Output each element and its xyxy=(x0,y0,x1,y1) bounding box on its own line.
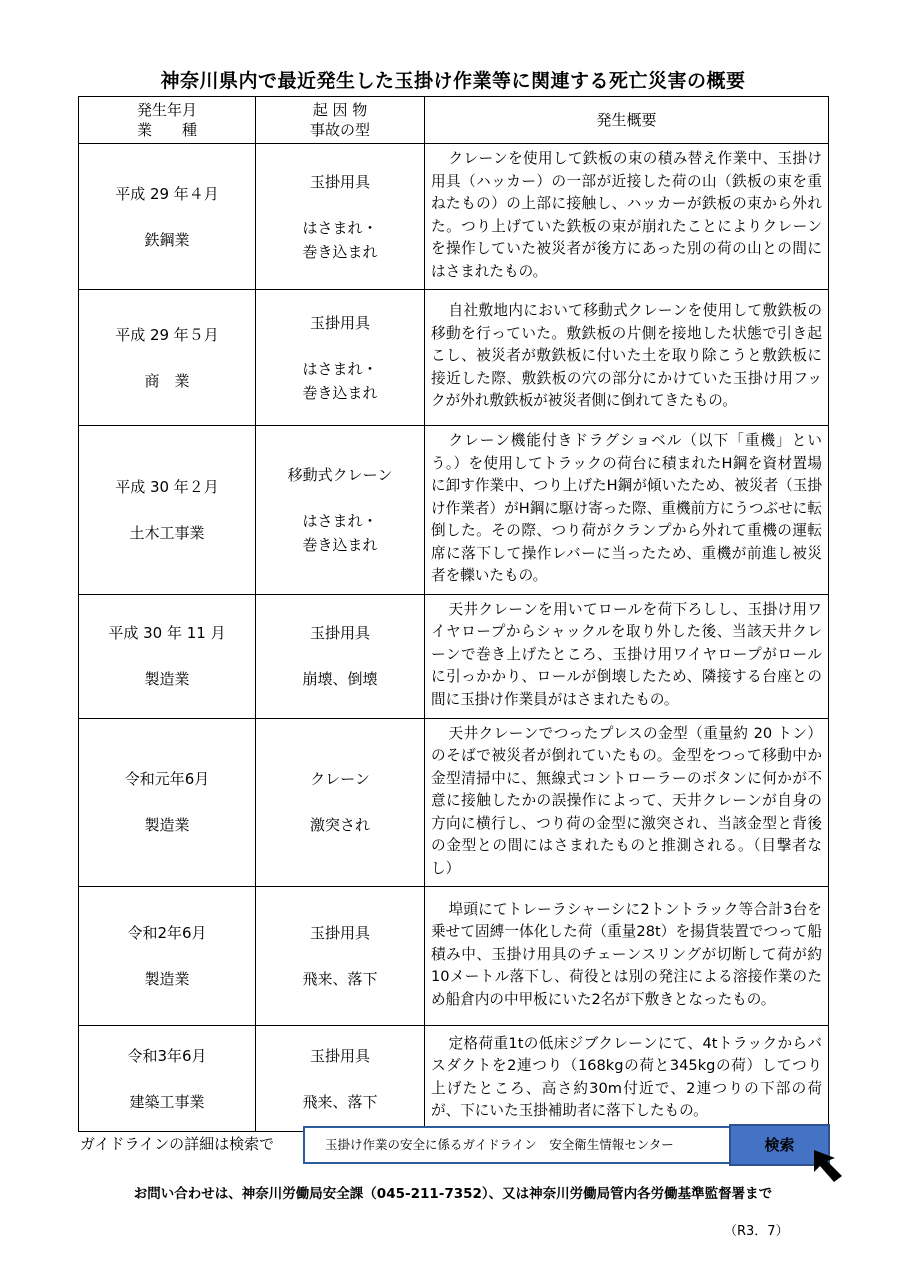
cause-type-cell xyxy=(256,426,425,595)
occurrence-date: 令和2年6月 xyxy=(127,924,207,942)
accident-summary: 天井クレーンでつったプレスの金型（重量約 20 トン）のそばで被災者が倒れていたもの。金型をつって移動中か金型清掃中に、無線式コントローラーのボタンに何かが不意に接触したかの誤操作によって、天井クレーンが自身の方向に横行し、つり荷の金型に激突され、当該金型と背後の金型との間にはさまれたものと推測される。（目撃者なし） xyxy=(425,718,829,887)
occurrence-date: 平成 29 年４月 xyxy=(115,184,219,203)
cause-object: 玉掛用具 xyxy=(309,1046,370,1065)
header-cause-label: 起 因 物 xyxy=(312,101,368,119)
header-industry-label: 業 種 xyxy=(136,121,197,139)
cause-object: 玉掛用具 xyxy=(309,624,370,642)
cause-object: 玉掛用具 xyxy=(309,313,370,332)
accident-type: はさまれ・ xyxy=(302,511,378,530)
cause-type-cell xyxy=(256,1026,425,1132)
date-industry-cell xyxy=(79,1026,256,1132)
date-industry-cell xyxy=(79,887,256,1026)
accident-type: はさまれ・ xyxy=(302,359,378,378)
industry: 鉄鋼業 xyxy=(144,230,190,249)
accident-type: はさまれ・ xyxy=(302,218,378,237)
accident-summary: 定格荷重1tの低床ジブクレーンにて、4tトラックからバスダクトを2連つり（168kgの荷と345kgの荷）してつり上げたところ、高さ約30m付近で、2連つりの下部の荷が、下にいた玉掛補助者に落下したもの。 xyxy=(425,1026,829,1132)
date-industry-cell xyxy=(79,426,256,595)
occurrence-date: 平成 29 年５月 xyxy=(115,325,219,344)
cause-type-cell xyxy=(256,887,425,1026)
cause-type-cell xyxy=(256,718,425,887)
date-industry-cell xyxy=(79,594,256,718)
accident-type: 崩壊、倒壊 xyxy=(302,670,378,688)
accident-summary: クレーン機能付きドラグショベル（以下「重機」という。）を使用してトラックの荷台に積まれたH鋼を資材置場に卸す作業中、つり上げたH鋼が傾いたため、被災者（玉掛け作業者）がH鋼に駆け寄った際、重機前方にうつぶせに転倒した。その際、つり荷がクランプから外れて重機の運転席に落下して操作レバーに当ったため、重機が前進し被災者を轢いたもの。 xyxy=(425,426,829,595)
cause-type-cell xyxy=(256,144,425,290)
header-date-industry xyxy=(79,97,256,144)
table-row xyxy=(79,718,829,887)
cause-type-cell xyxy=(256,290,425,426)
cause-object: クレーン xyxy=(310,770,370,789)
accident-summary: 天井クレーンを用いてロールを荷下ろしし、玉掛け用ワイヤロープからシャックルを取り外した後、当該天井クレーンで巻き上げたところ、玉掛け用ワイヤロープがロールに引っかかり、ロールが倒壊したため、隣接する台座との間に玉掛け作業員がはさまれたもの。 xyxy=(425,594,829,718)
accident-type-cont: 巻き込まれ xyxy=(302,383,378,402)
accident-table xyxy=(78,96,829,1132)
search-button[interactable]: 検索 xyxy=(729,1124,830,1166)
table-row xyxy=(79,887,829,1026)
header-type-label: 事故の型 xyxy=(309,121,370,139)
date-industry-cell xyxy=(79,144,256,290)
header-summary-label: 発生概要 xyxy=(425,97,829,144)
table-row xyxy=(79,1026,829,1132)
cause-object: 移動式クレーン xyxy=(287,465,393,484)
industry: 土木工事業 xyxy=(129,523,205,542)
contact-info: お問い合わせは、神奈川労働局安全課（045-211-7352）、又は神奈川労働局管内各労働基準監督署まで xyxy=(133,1186,773,1202)
accident-summary: 埠頭にてトレーラシャーシに2トントラック等合計3台を乗せて固縛一体化した荷（重量28t）を揚貨装置でつって船積み中、玉掛け用具のチェーンスリングが切断して荷が約10メートル落下し、荷役とは別の発注による溶接作業のため船倉内の中甲板にいた2名が下敷きとなったもの。 xyxy=(425,887,829,1026)
occurrence-date: 令和3年6月 xyxy=(127,1046,207,1065)
table-row xyxy=(79,426,829,595)
header-date-label: 発生年月 xyxy=(136,101,197,119)
cause-type-cell xyxy=(256,594,425,718)
cause-object: 玉掛用具 xyxy=(309,172,370,191)
header-cause-type xyxy=(256,97,425,144)
table-row xyxy=(79,594,829,718)
industry: 製造業 xyxy=(144,670,190,688)
search-prompt-label: ガイドラインの詳細は検索で xyxy=(80,1135,275,1153)
accident-type-cont: 巻き込まれ xyxy=(302,242,378,261)
date-industry-cell xyxy=(79,290,256,426)
industry: 製造業 xyxy=(144,816,190,835)
occurrence-date: 令和元年6月 xyxy=(124,770,210,789)
accident-summary: クレーンを使用して鉄板の束の積み替え作業中、玉掛け用具（ハッカー）の一部が近接した荷の山（鉄板の束を重ねたもの）の上部に接触し、ハッカーが鉄板の束から外れた。つり上げていた鉄板の束が崩れたことによりクレーンを操作していた被災者が後方にあった別の荷の山との間にはさまれたもの。 xyxy=(425,144,829,290)
accident-type-cont: 巻き込まれ xyxy=(302,535,378,554)
industry: 製造業 xyxy=(144,970,190,988)
accident-type: 激突され xyxy=(309,816,370,835)
occurrence-date: 平成 30 年 11 月 xyxy=(108,624,226,642)
accident-type: 飛来、落下 xyxy=(302,1092,378,1111)
table-row xyxy=(79,144,829,290)
accident-summary: 自社敷地内において移動式クレーンを使用して敷鉄板の移動を行っていた。敷鉄板の片側を接地した状態で引き起こし、被災者が敷鉄板に付いた土を取り除こうと敷鉄板に接近した際、敷鉄板の穴の部分にかけていた玉掛け用フックが外れ敷鉄板が被災者側に倒れてきたもの。 xyxy=(425,290,829,426)
search-input[interactable]: 玉掛け作業の安全に係るガイドライン 安全衛生情報センター xyxy=(303,1126,731,1164)
industry: 建築工事業 xyxy=(129,1092,205,1111)
version-code: （R3．7） xyxy=(724,1224,789,1239)
date-industry-cell xyxy=(79,718,256,887)
industry: 商 業 xyxy=(144,371,190,390)
occurrence-date: 平成 30 年２月 xyxy=(115,477,219,496)
accident-type: 飛来、落下 xyxy=(302,970,378,988)
table-header-row xyxy=(79,97,829,144)
table-row xyxy=(79,290,829,426)
cause-object: 玉掛用具 xyxy=(309,924,370,942)
page-title: 神奈川県内で最近発生した玉掛け作業等に関連する死亡災害の概要 xyxy=(160,70,746,92)
